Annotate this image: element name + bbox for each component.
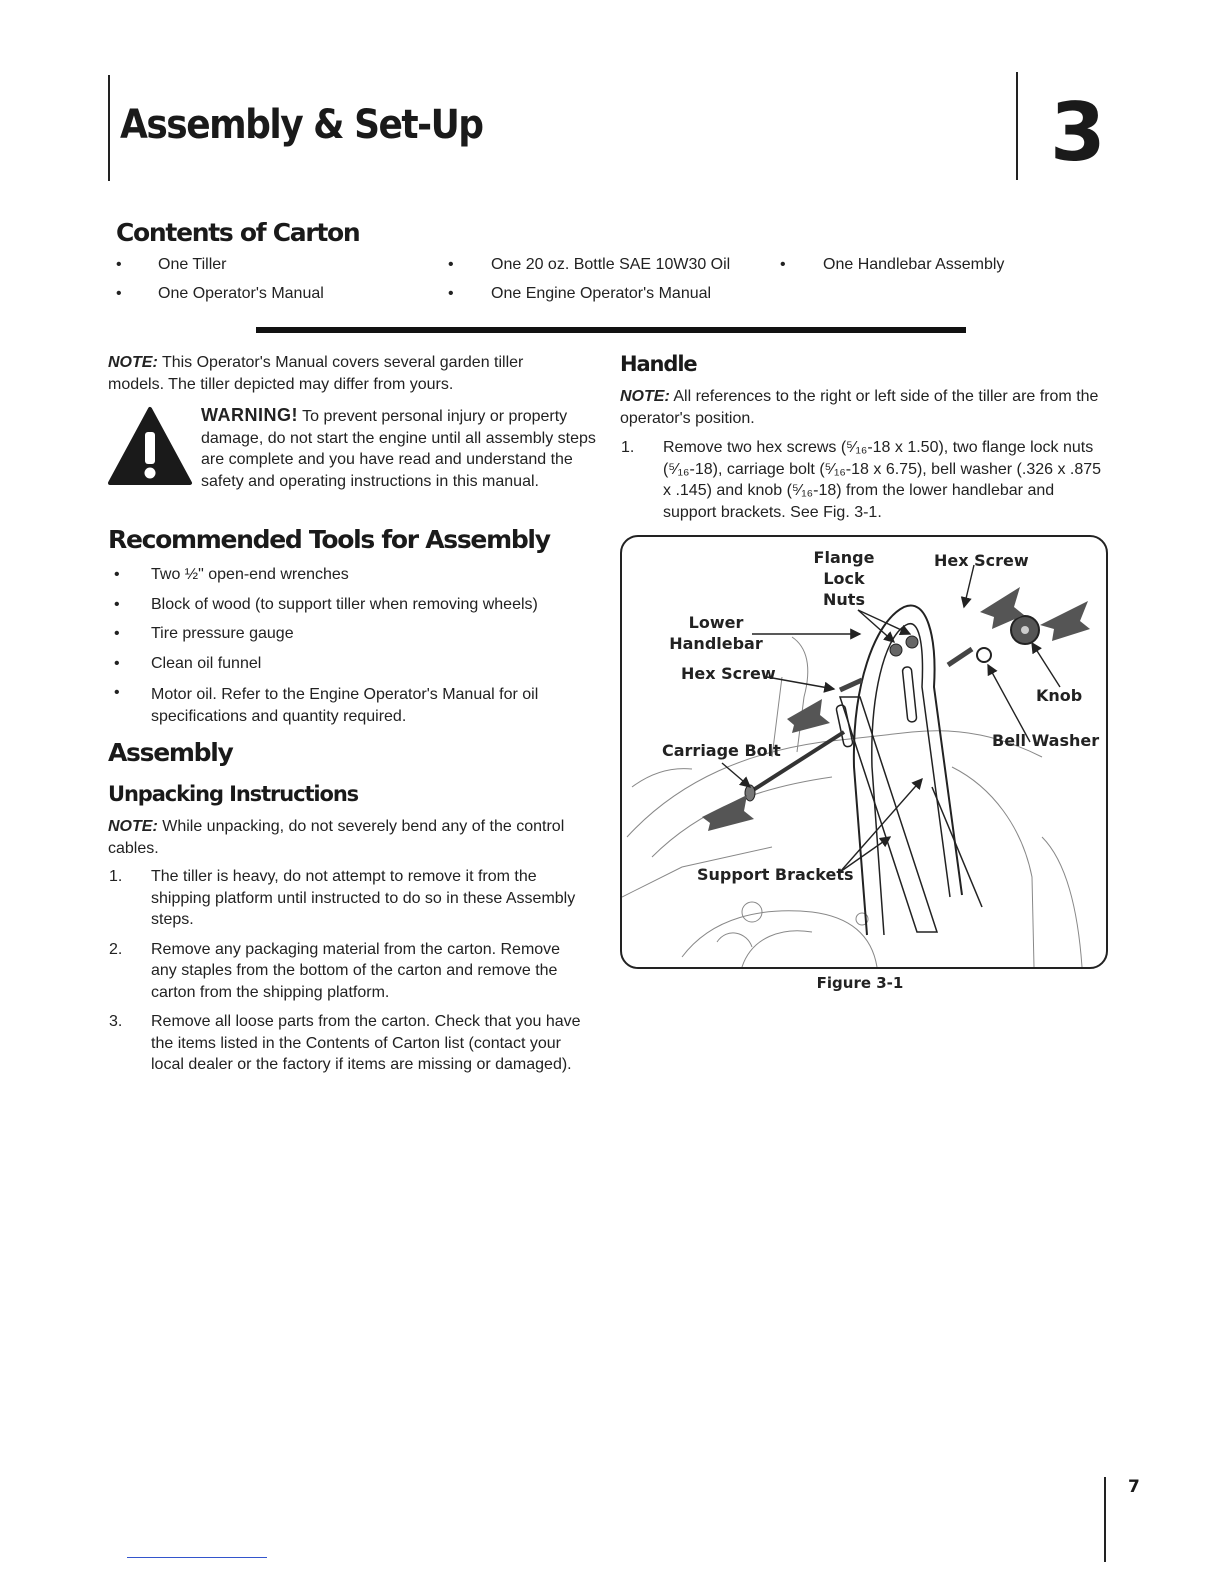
note-text: While unpacking, do not severely bend any of the control cables. — [108, 818, 565, 857]
bullet-dot: • — [114, 625, 120, 642]
label-hex-screw-top: Hex Screw — [934, 551, 1029, 570]
note-text: All references to the right or left side of the tiller are from the operator's position. — [620, 388, 1099, 427]
contents-item: One Tiller — [158, 256, 227, 273]
footer-line — [127, 1557, 267, 1558]
bullet-dot: • — [448, 285, 454, 302]
page-number: 7 — [1128, 1477, 1140, 1497]
unpack-note — [108, 816, 598, 859]
step-text: Remove two hex screws (⁵⁄₁₆-18 x 1.50), two flange lock nuts (⁵⁄₁₆-18), carriage bolt (⁵⁄₁₆-18 x 6.75), bell washer (.326 x .875 x .145) and knob (⁵⁄₁₆-18) from the lower handlebar and support brackets. See Fig. 3-1. — [663, 439, 1102, 521]
handle-step — [621, 437, 1103, 523]
step-number: 1. — [621, 439, 635, 456]
chapter-number: 3 — [1050, 86, 1106, 179]
label-flange: Flange — [813, 548, 875, 567]
bullet-dot: • — [114, 596, 120, 613]
unpacking-steps — [109, 866, 589, 1084]
handlebar-illustration — [622, 537, 1106, 967]
bullet-dot: • — [780, 256, 786, 273]
tool-item: Block of wood (to support tiller when removing wheels) — [151, 596, 538, 613]
label-lock: Lock — [823, 569, 865, 588]
label-handlebar: Handlebar — [669, 634, 763, 653]
note-paragraph — [108, 352, 583, 395]
list-item: 3. Remove all loose parts from the carton. Check that you have the items listed in the Contents of Carton list (contact your local dealer or the factory if items are missing or damaged). — [109, 1013, 581, 1073]
contents-heading: Contents of Carton — [116, 218, 360, 247]
label-knob: Knob — [1036, 686, 1083, 705]
tools-heading: Recommended Tools for Assembly — [108, 525, 550, 554]
bullet-dot: • — [114, 684, 120, 701]
header-left-rule — [108, 75, 110, 181]
label-support-brackets: Support Brackets — [697, 865, 854, 884]
bullet-dot: • — [116, 285, 122, 302]
warning-label: WARNING! — [201, 405, 298, 425]
contents-item: One Handlebar Assembly — [823, 256, 1005, 273]
unpacking-heading: Unpacking Instructions — [108, 782, 359, 806]
section-divider — [256, 327, 966, 333]
figure-caption: Figure 3-1 — [816, 974, 904, 992]
header-right-rule — [1016, 72, 1018, 180]
label-hex-screw-left: Hex Screw — [681, 664, 776, 683]
contents-item: One Engine Operator's Manual — [491, 285, 712, 302]
note-label: NOTE: — [108, 818, 158, 835]
assembly-heading: Assembly — [108, 738, 233, 767]
bullet-dot: • — [448, 256, 454, 273]
tool-item: Tire pressure gauge — [151, 625, 294, 642]
bullet-dot: • — [114, 566, 120, 583]
tool-item: Clean oil funnel — [151, 655, 262, 672]
handle-note — [620, 386, 1105, 429]
handle-heading: Handle — [620, 352, 697, 376]
note-label: NOTE: — [620, 388, 670, 405]
tool-item: Two ½" open-end wrenches — [151, 566, 349, 583]
figure-3-1 — [620, 535, 1108, 969]
label-carriage-bolt: Carriage Bolt — [662, 741, 781, 760]
note-label: NOTE: — [108, 354, 158, 371]
label-bell-washer: Bell Washer — [992, 731, 1100, 750]
bullet-dot: • — [116, 256, 122, 273]
label-nuts: Nuts — [823, 590, 865, 609]
contents-item: One Operator's Manual — [158, 285, 324, 302]
warning-paragraph — [201, 405, 596, 492]
bullet-dot: • — [114, 655, 120, 672]
warning-text: To prevent personal injury or property damage, do not start the engine until all assembly steps are complete and you have read and understand the safety and operating instructions in this manual. — [201, 408, 596, 490]
footer-rule — [1104, 1477, 1106, 1562]
list-item: 1. The tiller is heavy, do not attempt to remove it from the shipping platform until instructed to do so in these Assembly steps. — [109, 868, 576, 928]
note-text: This Operator's Manual covers several garden tiller models. The tiller depicted may differ from yours. — [108, 354, 524, 393]
contents-item: One 20 oz. Bottle SAE 10W30 Oil — [491, 256, 731, 273]
tool-item: Motor oil. Refer to the Engine Operator's Manual for oil specifications and quantity required. — [151, 686, 539, 725]
warning-icon — [107, 406, 193, 486]
label-lower: Lower — [688, 613, 744, 632]
chapter-title: Assembly & Set-Up — [120, 102, 483, 148]
list-item: 2. Remove any packaging material from the carton. Remove any staples from the bottom of the carton and remove the carton from the shipping platform. — [109, 940, 561, 1001]
